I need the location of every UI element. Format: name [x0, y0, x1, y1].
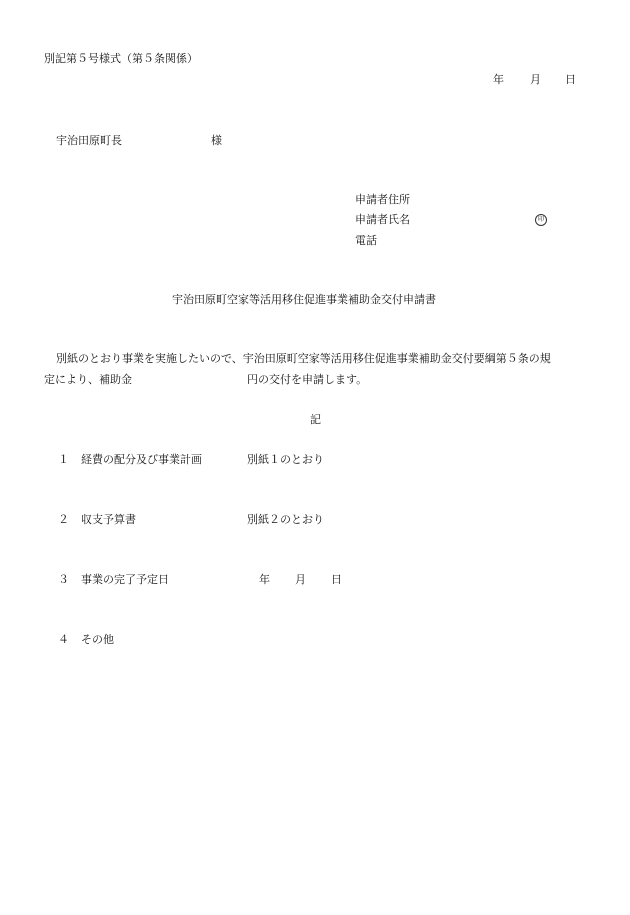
body-line-2	[44, 373, 132, 387]
item-2-label: 収支予算書	[81, 513, 136, 526]
body-line-2-start: 定により、補助金	[44, 373, 132, 386]
applicant-name-label: 申請者氏名	[355, 213, 410, 226]
date-year: 年	[493, 73, 504, 86]
applicant-address-label: 申請者住所	[355, 193, 410, 206]
body-line-2-end: 円の交付を申請します。	[247, 373, 368, 386]
form-label: 別記第５号様式（第５条関係）	[44, 52, 198, 65]
item-3-day: 日	[331, 573, 342, 586]
item-1-label: 経費の配分及び事業計画	[81, 453, 202, 466]
item-3-month: 月	[295, 573, 306, 586]
body-line-1: 別紙のとおり事業を実施したいので、宇治田原町空家等活用移住促進事業補助金交付要綱第５条の規	[56, 352, 551, 365]
ki-heading: 記	[310, 413, 321, 426]
document-title: 宇治田原町空家等活用移住促進事業補助金交付申請書	[172, 293, 436, 306]
seal-mark	[535, 213, 547, 227]
item-3-year: 年	[259, 573, 270, 586]
item-2-value: 別紙２のとおり	[247, 513, 324, 526]
seal-icon: 印	[535, 214, 547, 226]
item-3-label: 事業の完了予定日	[81, 573, 169, 586]
applicant-phone-label: 電話	[355, 234, 377, 247]
date-month: 月	[530, 73, 541, 86]
item-4-label: その他	[81, 633, 114, 646]
item-4-number: ４	[58, 633, 69, 646]
item-1-number: １	[58, 453, 69, 466]
item-2-number: ２	[58, 513, 69, 526]
item-1-value: 別紙１のとおり	[247, 453, 324, 466]
item-3-number: ３	[58, 573, 69, 586]
date-day: 日	[565, 73, 576, 86]
addressee-name: 宇治田原町長	[56, 134, 122, 147]
addressee-honorific: 様	[211, 134, 222, 147]
